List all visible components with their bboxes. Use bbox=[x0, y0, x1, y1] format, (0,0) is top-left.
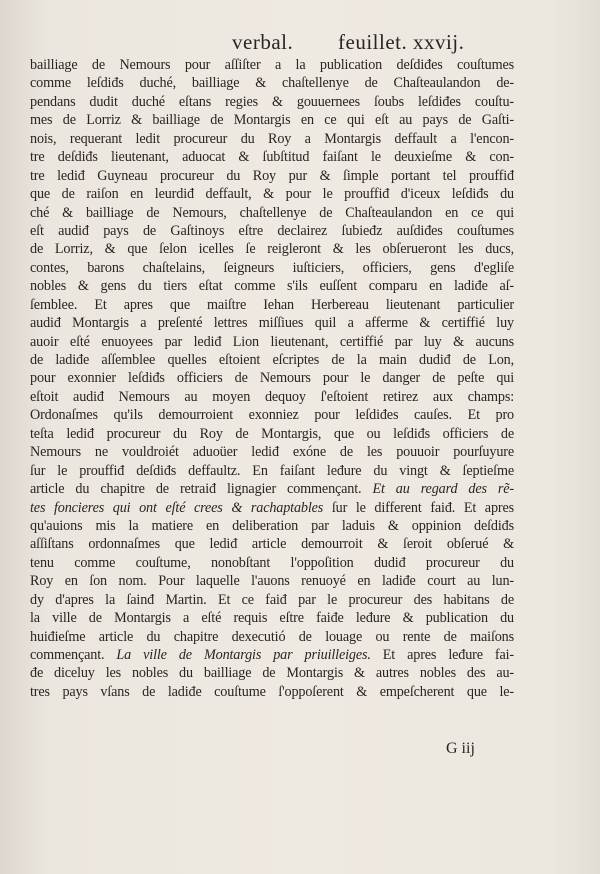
line-text: que de raiſon en leurdiđ deffault, & pour le prouffiđ d'iceux leſdiđs du bbox=[30, 186, 514, 203]
text-line bbox=[30, 388, 514, 406]
text-line bbox=[30, 351, 514, 369]
line-text: Ordonaſmes qu'ils demourroient exonniez pour leſdiđes cauſes. Et pro bbox=[30, 407, 514, 424]
line-text: ſur le different faiđ. Et apres bbox=[323, 499, 514, 516]
text-line bbox=[30, 462, 514, 480]
line-text: la ville de Montargis a eſté requis eſtre faiđe leđure & publication du bbox=[30, 610, 514, 627]
text-line bbox=[30, 222, 514, 240]
text-line bbox=[30, 499, 514, 517]
line-text: comme leſdiđs duché, bailliage & chaſtellenye de Chaſteaulandon de- bbox=[30, 75, 514, 92]
line-text: huiđieſme article du chapitre dexecutió de louage ou rente de maiſons bbox=[30, 628, 514, 645]
text-line bbox=[30, 148, 514, 166]
text-line bbox=[30, 628, 514, 646]
text-line bbox=[30, 185, 514, 203]
line-text: eſt audiđ pays de Gaſtinoys eſtre declairez ſubieđz auſdiđes couſtumes bbox=[30, 222, 514, 239]
line-text: teſta lediđ procureur du Roy de Montargis, que ou leſdiđs officiers de bbox=[30, 425, 514, 442]
folio-number: feuillet. xxvij. bbox=[338, 30, 465, 54]
text-line bbox=[30, 517, 514, 535]
line-text: ſemblee. Et apres que maiſtre Iehan Herbereau lieutenant particulier bbox=[30, 296, 514, 313]
text-line bbox=[30, 369, 514, 387]
line-text: bailliage de Nemours pour aſſiſter a la publication deſdiđes couſtumes bbox=[30, 57, 514, 73]
line-text: nobles & gens du tiers eſtat comme s'ils euſſent comparu en ladiđe aſ- bbox=[30, 278, 514, 295]
text-line bbox=[30, 554, 514, 572]
text-line bbox=[30, 646, 514, 664]
text-line bbox=[30, 296, 514, 314]
line-text: auoir eſté enuoyees par lediđ Lion lieutenant, certiffié par luy & aucuns bbox=[30, 333, 514, 350]
italic-quote: La ville de Montargis par priuilleiges. bbox=[116, 647, 371, 663]
line-text: article du chapitre de retraiđ lignagier commençant. bbox=[30, 481, 373, 498]
text-block bbox=[30, 56, 514, 701]
text-line bbox=[30, 56, 514, 74]
text-line bbox=[30, 664, 514, 682]
line-text: eſtoit audiđ Nemours au moyen dequoy ſ'eſtoient retirez aux champs: bbox=[30, 388, 514, 405]
text-line bbox=[30, 535, 514, 553]
line-text: ché & bailliage de Nemours, chaſtellenye de Chaſteaulandon en ce qui bbox=[30, 204, 514, 221]
line-text: tenu comme couſtume, nonobſtant l'oppoſition dudiđ procureur du bbox=[30, 554, 514, 571]
line-text: qu'auions mis la matiere en deliberation par laduis & oppinion deſdiđs bbox=[30, 517, 514, 534]
text-line bbox=[30, 277, 514, 295]
text-line bbox=[30, 93, 514, 111]
running-header bbox=[0, 30, 600, 58]
text-line bbox=[30, 74, 514, 92]
line-text: commençant. bbox=[30, 647, 117, 663]
line-text: dy d'apres la ſainđ Martin. Et ce faiđ par le procureur des habitans de bbox=[30, 591, 514, 608]
text-line bbox=[30, 683, 514, 701]
text-line bbox=[30, 259, 514, 277]
text-line bbox=[30, 111, 514, 129]
text-line bbox=[30, 406, 514, 424]
running-header-title: verbal. bbox=[232, 30, 294, 54]
text-line bbox=[30, 591, 514, 609]
text-line bbox=[30, 240, 514, 258]
signature-mark: G iij bbox=[446, 740, 475, 757]
line-text: de ladiđe aſſemblee quelles eſtoient eſcriptes de la main dudiđ de Lon, bbox=[30, 352, 514, 368]
line-text: mes de Lorriz & bailliage de Montargis en ce qui eſt au pays de Gaſti- bbox=[30, 112, 514, 129]
line-text: nois, requerant ledit procureur du Roy a Montargis deffault a l'encon- bbox=[30, 130, 514, 147]
line-text: tre lediđ Guyneau procureur du Roy pur & ſimple portant tel prouffiđ bbox=[30, 167, 514, 184]
line-text: tre deſdiđs lieutenant, aduocat & ſubſtitud faiſant le deuxieſme & con- bbox=[30, 149, 514, 166]
text-line bbox=[30, 609, 514, 627]
text-line bbox=[30, 314, 514, 332]
line-text: tres pays vſans de ladiđe couſtume ſ'oppoſerent & empeſcherent que le- bbox=[30, 683, 514, 700]
line-text: pour exonnier leſdiđs officiers de Nemours pour le danger de peſte qui bbox=[30, 370, 514, 387]
italic-quote: tes foncieres qui ont eſté crees & rachaptables bbox=[30, 499, 324, 516]
italic-quote: Et au regard des rẽ- bbox=[372, 481, 514, 498]
line-text: ſur le prouffiđ deſdiđs deffaultz. En faiſant leđure du vingt & ſeptieſme bbox=[30, 462, 514, 479]
text-line bbox=[30, 480, 514, 498]
line-text: Et apres leđure fai- bbox=[370, 647, 514, 663]
line-text: Nemours ne vouldroiét aduoüer lediđ exóne de les pouuoir pourſuyure bbox=[30, 444, 514, 461]
text-line bbox=[30, 333, 514, 351]
page-footer bbox=[0, 740, 600, 762]
text-line bbox=[30, 443, 514, 461]
text-line bbox=[30, 425, 514, 443]
line-text: contes, barons chaſtelains, ſeigneurs iuſticiers, officiers, gens d'egliſe bbox=[30, 259, 514, 276]
line-text: audiđ Montargis a preſenté lettres miſſiues quil a afferme & certiffié luy bbox=[30, 315, 514, 332]
text-line bbox=[30, 130, 514, 148]
line-text: de Lorriz, & que ſelon icelles ſe reigleront & les obſerueront les ducs, bbox=[30, 241, 514, 258]
text-line bbox=[30, 572, 514, 590]
line-text: đe diceluy les nobles du bailliage de Montargis & autres nobles des au- bbox=[30, 665, 514, 682]
line-text: Roy en ſon nom. Pour laquelle l'auons renuoyé en ladiđe court au lun- bbox=[30, 573, 514, 590]
line-text: aſſiſtans ordonnaſmes que lediđ article demourroit & ſeroit obſerué & bbox=[30, 536, 514, 553]
line-text: pendans dudit duché eſtans regies & gouuernees ſoubs leſdiđes couſtu- bbox=[30, 93, 514, 110]
text-line bbox=[30, 204, 514, 222]
text-line bbox=[30, 167, 514, 185]
